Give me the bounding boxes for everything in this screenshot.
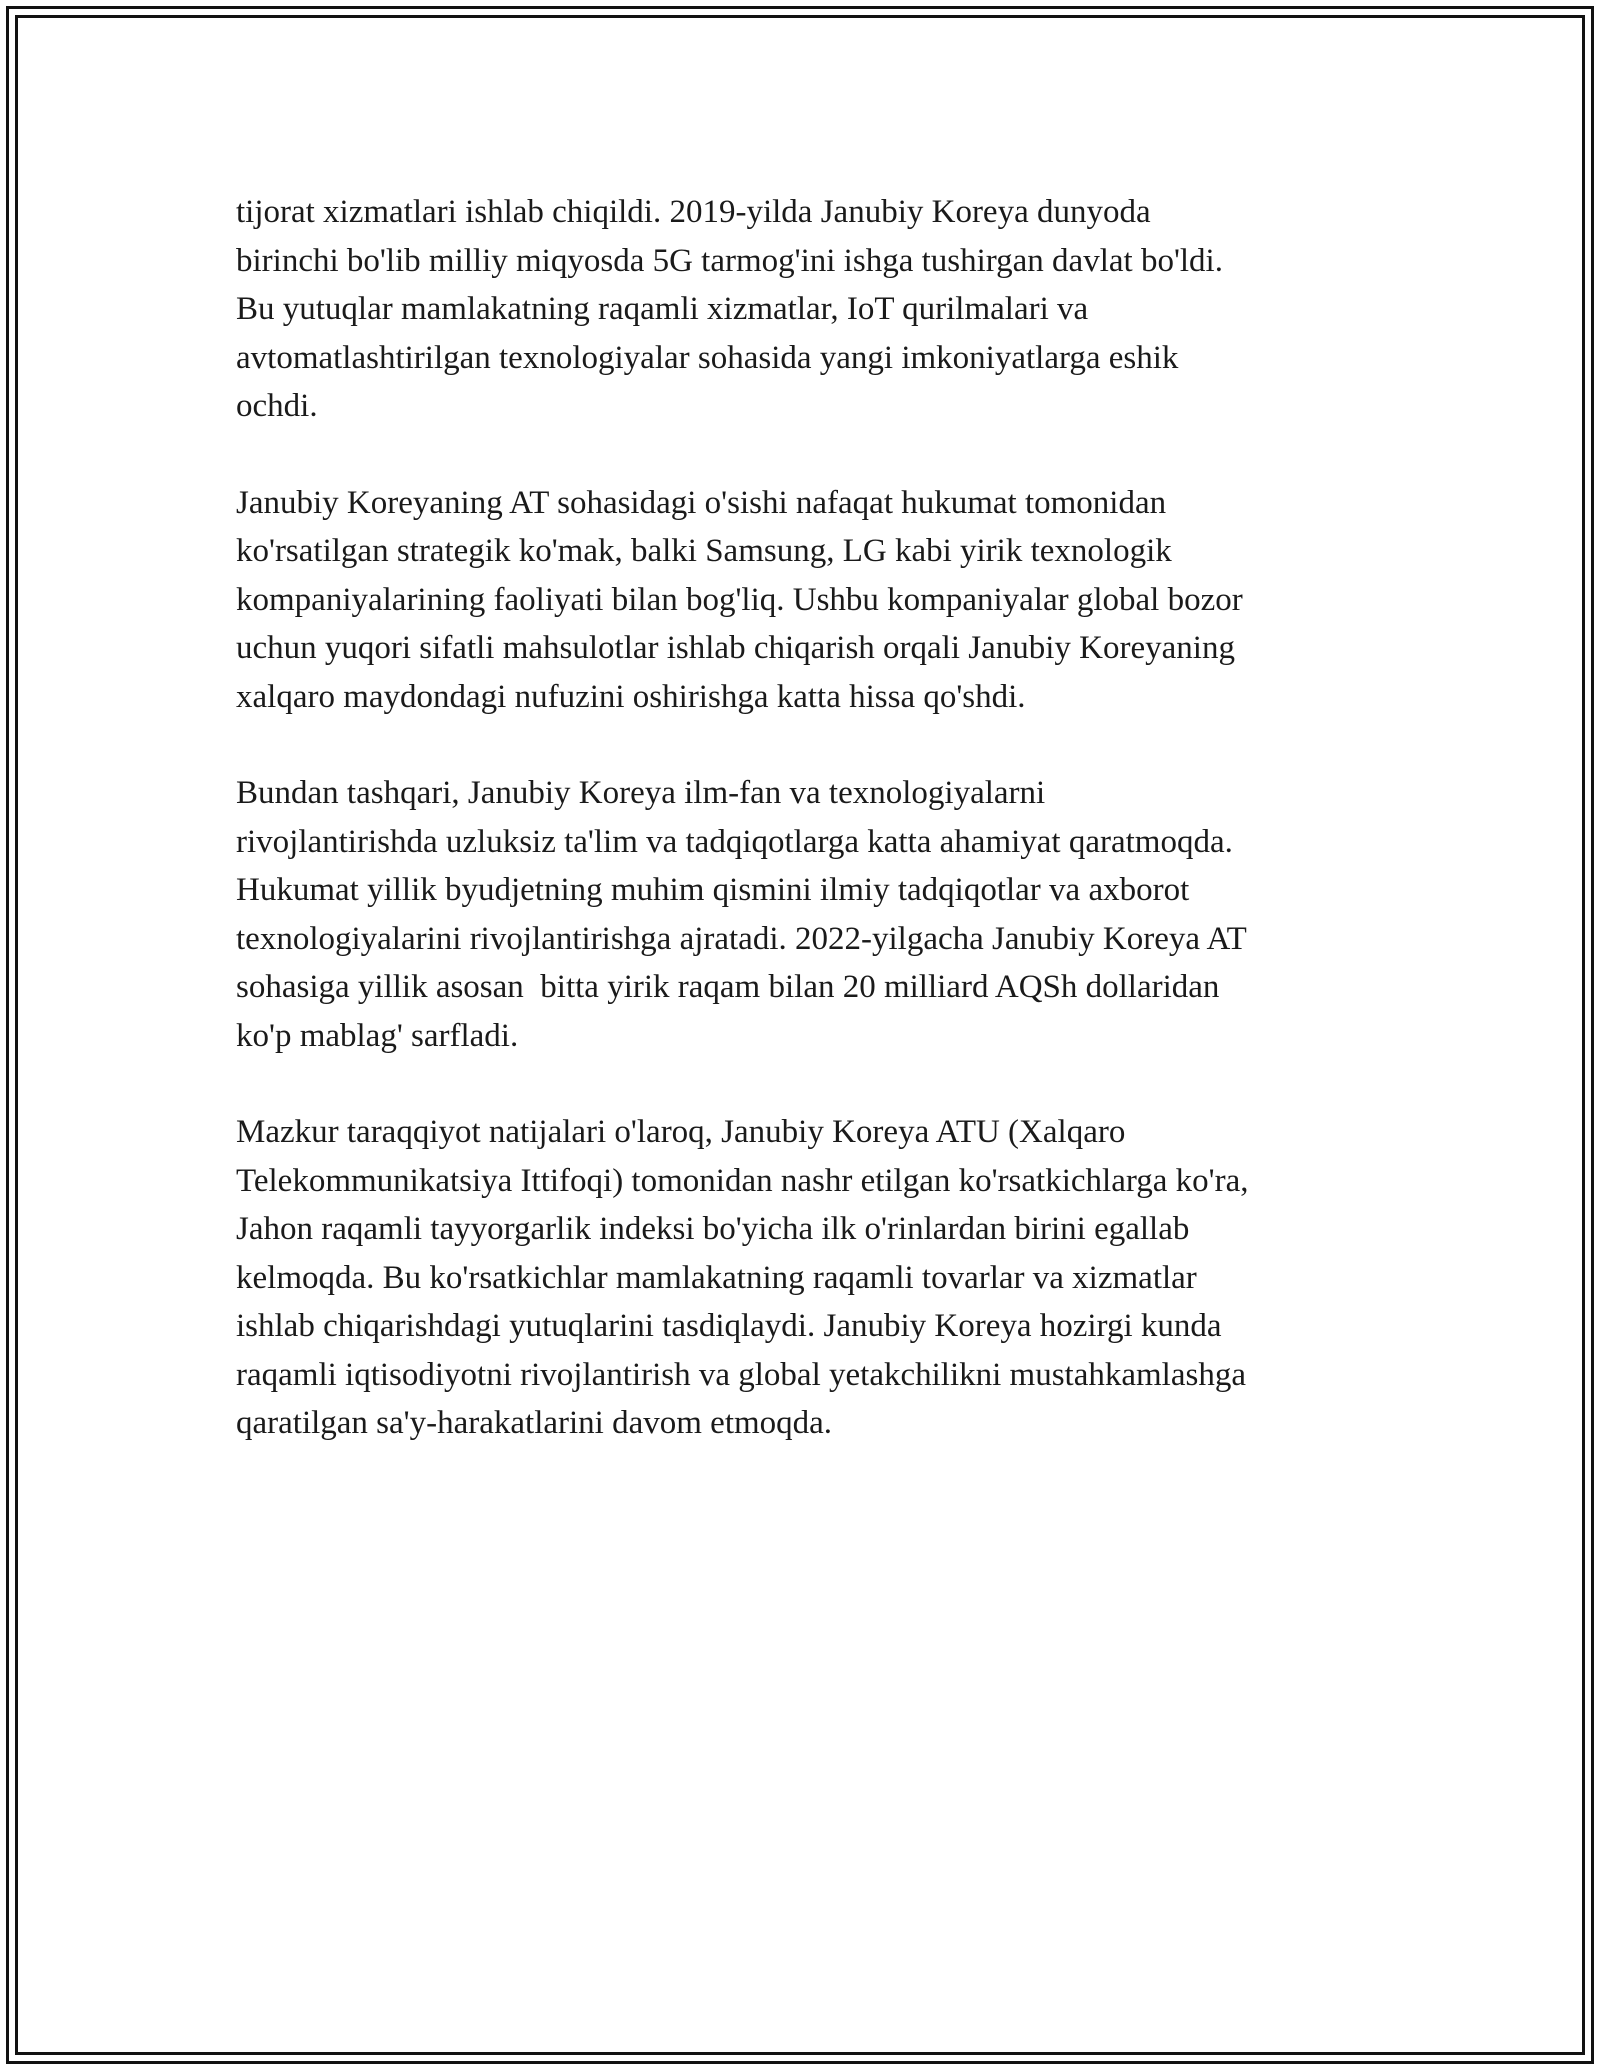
- text-line: uchun yuqori sifatli mahsulotlar ishlab chiqarish orqali Janubiy Koreyaning: [236, 630, 1235, 666]
- text-line: kelmoqda. Bu ko'rsatkichlar mamlakatning raqamli tovarlar va xizmatlar: [236, 1259, 1197, 1296]
- text-line: Telekommunikatsiya Ittifoqi) tomonidan nashr etilgan ko'rsatkichlarga ko'ra,: [236, 1162, 1249, 1199]
- text-line: sohasiga yillik asosan bitta yirik raqam bilan 20 milliard AQSh dollaridan: [236, 969, 1220, 1005]
- text-line: birinchi bo'lib milliy miqyosda 5G tarmog'ini ishga tushirgan davlat bo'ldi.: [236, 242, 1223, 279]
- text-line: Janubiy Koreyaning AT sohasidagi o'sishi nafaqat hukumat tomonidan: [236, 484, 1167, 521]
- text-line: Jahon raqamli tayyorgarlik indeksi bo'yicha ilk o'rinlardan birini egallab: [236, 1211, 1190, 1247]
- paragraph-1: [236, 188, 1386, 431]
- text-line: qaratilgan sa'y-harakatlarini davom etmoqda.: [236, 1405, 833, 1441]
- text-line: ko'p mablag' sarfladi.: [236, 1017, 519, 1054]
- document-body: [236, 188, 1386, 1496]
- text-line: ochdi.: [236, 388, 318, 424]
- text-line: rivojlantirishda uzluksiz ta'lim va tadqiqotlarga katta ahamiyat qaratmoqda.: [236, 823, 1233, 860]
- text-line: raqamli iqtisodiyotni rivojlantirish va global yetakchilikni mustahkamlashga: [236, 1356, 1246, 1393]
- text-line: ishlab chiqarishdagi yutuqlarini tasdiqlaydi. Janubiy Koreya hozirgi kunda: [236, 1308, 1222, 1344]
- paragraph-3: [236, 769, 1386, 1060]
- text-line: texnologiyalarini rivojlantirishga ajratadi. 2022-yilgacha Janubiy Koreya AT: [236, 920, 1247, 957]
- paragraph-2: [236, 479, 1386, 722]
- paragraph-4: [236, 1108, 1386, 1448]
- text-line: Mazkur taraqqiyot natijalari o'laroq, Janubiy Koreya ATU (Xalqaro: [236, 1114, 1126, 1150]
- text-line: kompaniyalarining faoliyati bilan bog'liq. Ushbu kompaniyalar global bozor: [236, 581, 1243, 618]
- text-line: avtomatlashtirilgan texnologiyalar sohasida yangi imkoniyatlarga eshik: [236, 339, 1179, 376]
- text-line: tijorat xizmatlari ishlab chiqildi. 2019-yilda Janubiy Koreya dunyoda: [236, 194, 1151, 230]
- text-line: Bu yutuqlar mamlakatning raqamli xizmatlar, IoT qurilmalari va: [236, 291, 1089, 327]
- text-line: Bundan tashqari, Janubiy Koreya ilm-fan va texnologiyalarni: [236, 775, 1046, 811]
- text-line: xalqaro maydondagi nufuzini oshirishga katta hissa qo'shdi.: [236, 678, 1026, 715]
- text-line: ko'rsatilgan strategik ko'mak, balki Samsung, LG kabi yirik texnologik: [236, 533, 1172, 569]
- text-line: Hukumat yillik byudjetning muhim qismini ilmiy tadqiqotlar va axborot: [236, 872, 1190, 908]
